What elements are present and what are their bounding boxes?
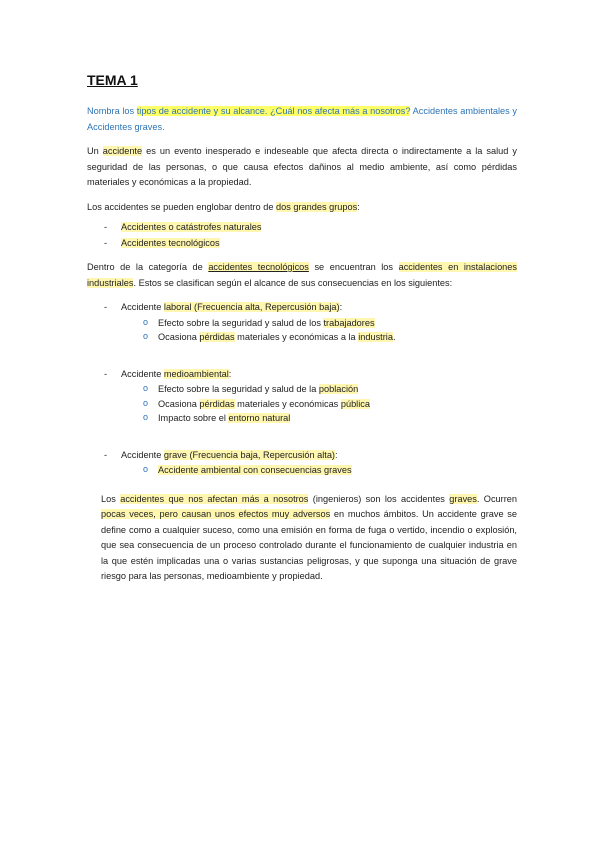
text-run: Impacto sobre el	[158, 413, 229, 423]
list-item	[87, 300, 517, 316]
text-run: Los	[101, 493, 121, 504]
text-run: . Ocurren	[476, 493, 517, 504]
highlight-run: accidentes en instalaciones industriales	[87, 262, 517, 288]
intro-paragraph	[87, 144, 517, 191]
list-item	[87, 411, 517, 426]
list-item	[87, 236, 517, 252]
page-title: TEMA 1	[87, 72, 138, 88]
groups-list	[87, 220, 517, 251]
text-run: (ingenieros) son los accidentes	[308, 493, 450, 504]
text-run: materiales y económicas	[234, 398, 341, 409]
highlight-run: pérdidas	[199, 332, 235, 342]
text-run: es un evento inesperado e indeseable que afecta directa o indirectamente a la salud y seguridad de las personas, o que causa efectos dañinos al medio ambiente, así como pérdidas materiales y económicas a la propiedad.	[87, 146, 517, 187]
highlight-run: medioambiental	[163, 368, 229, 379]
highlight-run: pública	[340, 398, 370, 409]
medio-list	[87, 367, 517, 383]
final-paragraph	[87, 492, 517, 585]
text-run: Ocasiona	[158, 398, 200, 409]
text-run: Efecto sobre la seguridad y salud de la	[158, 384, 319, 394]
highlight-run: graves	[449, 493, 477, 504]
text-run: Los accidentes se pueden englobar dentro de	[87, 201, 276, 212]
text-run: .	[392, 332, 396, 342]
text-run: . Estos se clasifican según el alcance de sus consecuencias en los siguientes:	[133, 277, 453, 288]
laboral-sublist	[87, 316, 517, 345]
text-run: en muchos ámbitos. Un accidente grave se define como a cualquier suceso, como una emisión en forma de fuga o vertido, incendio o explosión, que sea consecuencia de un proceso controlado durante el funcionamiento de cualquier industria en la que estén implicadas una o varias sustancias peligrosas, y que suponga una situación de grave riesgo para las personas, medioambiente y propiedad.	[101, 509, 517, 581]
text-run: Un	[87, 146, 103, 156]
highlight-run: accidentes que nos afectan más a nosotros	[120, 493, 309, 504]
list-item	[87, 397, 517, 412]
text-run: Efecto sobre la seguridad y salud de los	[158, 317, 324, 328]
highlight-run: dos grandes grupos	[276, 201, 358, 212]
answer-text: Accidentes ambientales y Accidentes graves.	[87, 106, 517, 132]
group-natural: Accidentes o catástrofes naturales	[121, 222, 262, 232]
text-run: se encuentran los	[308, 262, 399, 272]
highlight-run: población	[318, 384, 359, 394]
question-text: Nombra los	[87, 106, 137, 116]
highlight-run: entorno natural	[228, 413, 291, 423]
question-paragraph	[87, 104, 517, 135]
question-highlight: tipos de accidente y su alcance. ¿Cuál nos afecta más a nosotros?	[136, 106, 411, 116]
text-run: Accidente	[121, 302, 164, 312]
highlight-run: Accidente ambiental con consecuencias graves	[158, 465, 352, 475]
list-item	[87, 220, 517, 236]
highlight-run: grave (Frecuencia baja, Repercusión alta)	[163, 449, 335, 460]
highlight-run: accidentes tecnológicos	[208, 262, 309, 272]
text-run: Accidente	[121, 449, 164, 460]
text-run: :	[339, 302, 343, 312]
list-item	[87, 316, 517, 331]
groups-intro-paragraph	[87, 200, 517, 216]
text-run: :	[357, 201, 360, 212]
text-run: Dentro de la categoría de	[87, 262, 209, 272]
list-item	[87, 367, 517, 383]
highlight-run: pérdidas	[199, 398, 235, 409]
highlight-run: laboral (Frecuencia alta, Repercusión baja)	[163, 302, 340, 312]
highlight-run: industria	[358, 332, 393, 342]
list-item	[87, 382, 517, 397]
text-run: materiales y económicas a la	[234, 332, 359, 342]
text-run: :	[334, 449, 338, 460]
text-run: Accidente	[121, 368, 164, 379]
group-tecnologico: Accidentes tecnológicos	[121, 237, 220, 248]
grave-sublist	[87, 463, 517, 478]
text-run: Ocasiona	[158, 332, 200, 342]
highlight-run: accidente	[102, 146, 143, 156]
text-run: :	[228, 368, 232, 379]
list-item	[87, 448, 517, 464]
tech-intro-paragraph	[87, 260, 517, 291]
highlight-run: pocas veces, pero causan unos efectos muy adversos	[101, 509, 331, 519]
list-item	[87, 463, 517, 478]
list-item	[87, 330, 517, 345]
medio-sublist	[87, 382, 517, 426]
laboral-list	[87, 300, 517, 316]
document-page	[87, 72, 517, 585]
grave-list	[87, 448, 517, 464]
highlight-run: trabajadores	[323, 317, 375, 328]
